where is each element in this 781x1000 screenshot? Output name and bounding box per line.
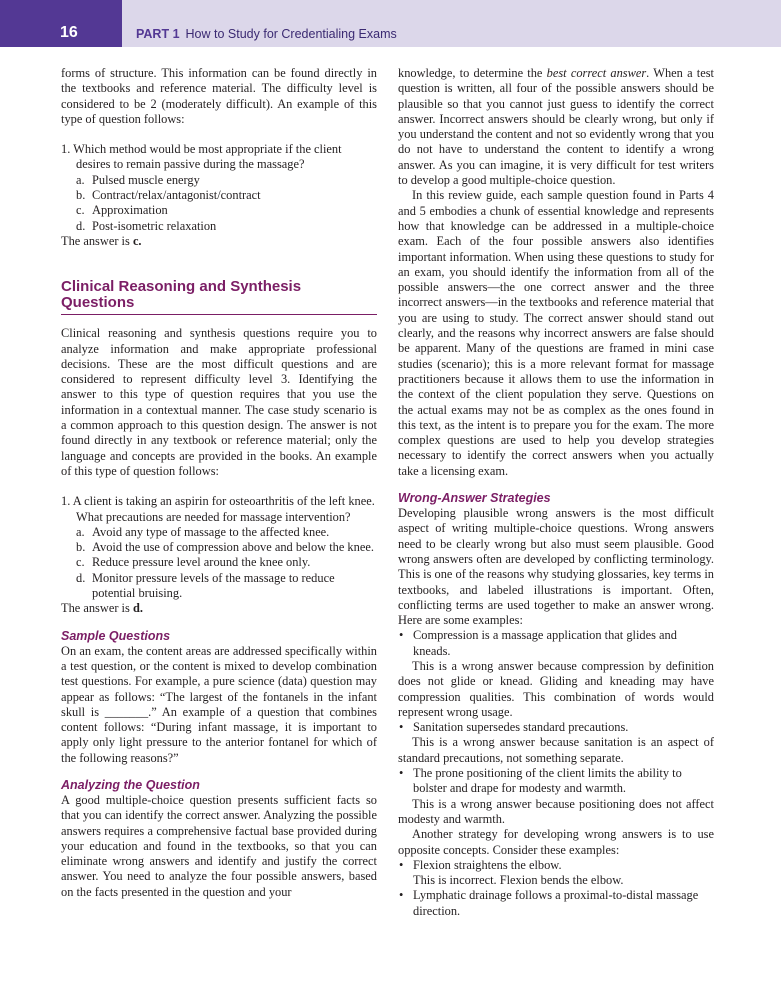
example-explanation: This is a wrong answer because compression by definition does not glide or knead. Gliding and kneading may have compression qualities. This combination of words would represent wrong usage.: [398, 658, 714, 719]
example-question-1: [61, 142, 377, 249]
running-header: [136, 27, 397, 41]
example-explanation: This is a wrong answer because positioning does not affect modesty and warmth.: [398, 796, 714, 826]
left-column: [61, 66, 377, 900]
part-title: How to Study for Credentialing Exams: [185, 27, 397, 41]
answer-option-c: c. Reduce pressure level around the knee only.: [76, 555, 311, 570]
subheading-sample-questions: Sample Questions: [61, 628, 171, 643]
clinical-reasoning-paragraph: Clinical reasoning and synthesis questions require you to analyze information and make appropriate professional decisions. These are the most difficult questions and are considered to represent difficulty level 3. Identifying the answer to this type of question requires that you use the information in a contextual manner. The case study scenario is a common approach to this question design. The answer is not found directly in any textbook or reference material; only the language and concepts are provided in the books. An example of this type of question follows:: [61, 326, 377, 478]
answer-option-a: a. Avoid any type of massage to the affected knee.: [76, 524, 330, 539]
answer-option-d: d. Monitor pressure levels of the massage to reduce potential bruising.: [76, 570, 335, 601]
analyzing-paragraph: A good multiple-choice question presents sufficient facts so that you can identify the correct answer. Analyzing the possible answers requires a comprehensive factual base provided during your education and found in the textbooks, so that you can eliminate wrong answers and identify and justify the correct answer. You need to analyze the four possible answers, based on the facts presented in the question and your: [61, 792, 377, 899]
answer-option-d: d. Post-isometric relaxation: [76, 218, 217, 233]
analyzing-paragraph-continued: knowledge, to determine the best correct answer. When a test question is written, all four of the possible answers should be plausible so that you cannot just guess to identify the correct answer. Incorrect answers should be clearly wrong, but only if you understand the content and not so evidently wrong that you do not have to understand the content to identify a wrong answer. As you can imagine, it is very difficult for test writers to develop a good multiple-choice question.: [398, 66, 714, 188]
right-column: [398, 66, 714, 919]
intro-paragraph: forms of structure. This information can be found directly in the textbooks and reference material. The difficulty level is considered to be 2 (moderately difficult). An example of this type of question follows:: [61, 66, 377, 126]
example-bullet: • The prone positioning of the client limits the ability to bolster and drape for modesty and warmth.: [398, 766, 714, 797]
opposite-concepts-paragraph: Another strategy for developing wrong answers is to use opposite concepts. Consider these examples:: [398, 827, 714, 857]
opposite-examples: [398, 858, 714, 873]
page-number: 16: [60, 24, 78, 41]
page-header: [0, 0, 781, 47]
subheading-wrong-answer-strategies: Wrong-Answer Strategies: [398, 491, 551, 506]
example-bullet: • Sanitation supersedes standard precautions.: [398, 720, 714, 735]
answer-option-a: a. Pulsed muscle energy: [76, 172, 200, 187]
example-bullet: • Compression is a massage application that glides and kneads.: [398, 628, 714, 659]
answer-option-b: b. Contract/relax/antagonist/contract: [76, 188, 261, 203]
example-bullet: • Flexion straightens the elbow.: [398, 858, 714, 873]
page-number-box: [0, 0, 122, 47]
question-stem: 1. A client is taking an aspirin for osteoarthritis of the left knee. What precautions are needed for massage intervention?: [61, 494, 375, 524]
example-explanation: This is a wrong answer because sanitation is an aspect of standard precautions, not something separate.: [398, 735, 714, 765]
answer-line: The answer is c.: [61, 233, 142, 248]
wrong-answer-paragraph: Developing plausible wrong answers is the most difficult aspect of writing multiple-choice questions. Wrong answers need to be clearly wrong but also must seem plausible. Good wrong answers often are developed by conflicting terminology. This is one of the reasons why studying glossaries, key terms in textbooks, and labeled illustrations is important. Often, conflicting terms are used together to make an answer wrong. Here are some examples:: [398, 506, 714, 628]
answer-option-c: c. Approximation: [76, 203, 168, 218]
terminology-examples-2: [398, 720, 714, 735]
terminology-examples-3: [398, 766, 714, 797]
question-stem: 1. Which method would be most appropriate if the client desires to remain passive during the massage?: [61, 142, 342, 172]
subheading-analyzing-question: Analyzing the Question: [61, 777, 200, 792]
section-heading-clinical-reasoning: Clinical Reasoning and Synthesis Questions: [61, 279, 377, 315]
sample-questions-paragraph: On an exam, the content areas are addressed specifically within a test question, or the content is mixed to develop combination test questions. For example, a pure science (data) question may appear as follows: “The largest of the fontanels in the infant skull is _______.” An example of a question that combines content follows: “During infant massage, it is important to apply only light pressure to the anterior fontanel for which of the following reasons?”: [61, 643, 377, 765]
example-bullet: • Lymphatic drainage follows a proximal-to-distal massage direction.: [398, 888, 714, 919]
terminology-examples: [398, 628, 714, 659]
example-explanation: This is incorrect. Flexion bends the elbow.: [413, 873, 624, 888]
answer-option-b: b. Avoid the use of compression above and below the knee.: [76, 540, 374, 555]
review-guide-paragraph: In this review guide, each sample question found in Parts 4 and 5 embodies a chunk of essential knowledge and represents how that knowledge can be addressed in a multiple-choice exam. Each of the four possible answers also identifies important information. When using these questions to study for an exam, you should identify the information from all of the possible answers—the one correct answer and the three incorrect answers—in the textbooks and reference material that you are using to study. The correct answer should stand out clearly, and the reasons why incorrect answers are false should be apparent. Many of the questions are framed in mini case studies (scenario); this is a more relevant format for massage practitioners because it allows them to use the information in the context of the client population they serve. Questions on the actual exams may not be as complex as the ones found in this text, as the intent is to prepare you for the exam. The more complex questions are used to help you develop strategies necessary to identify the correct answers when you actually take a licensing exam.: [398, 188, 714, 478]
opposite-examples-2: [398, 888, 714, 919]
answer-line: The answer is d.: [61, 601, 143, 616]
example-question-2: [61, 494, 377, 616]
part-label: PART 1: [136, 27, 180, 41]
